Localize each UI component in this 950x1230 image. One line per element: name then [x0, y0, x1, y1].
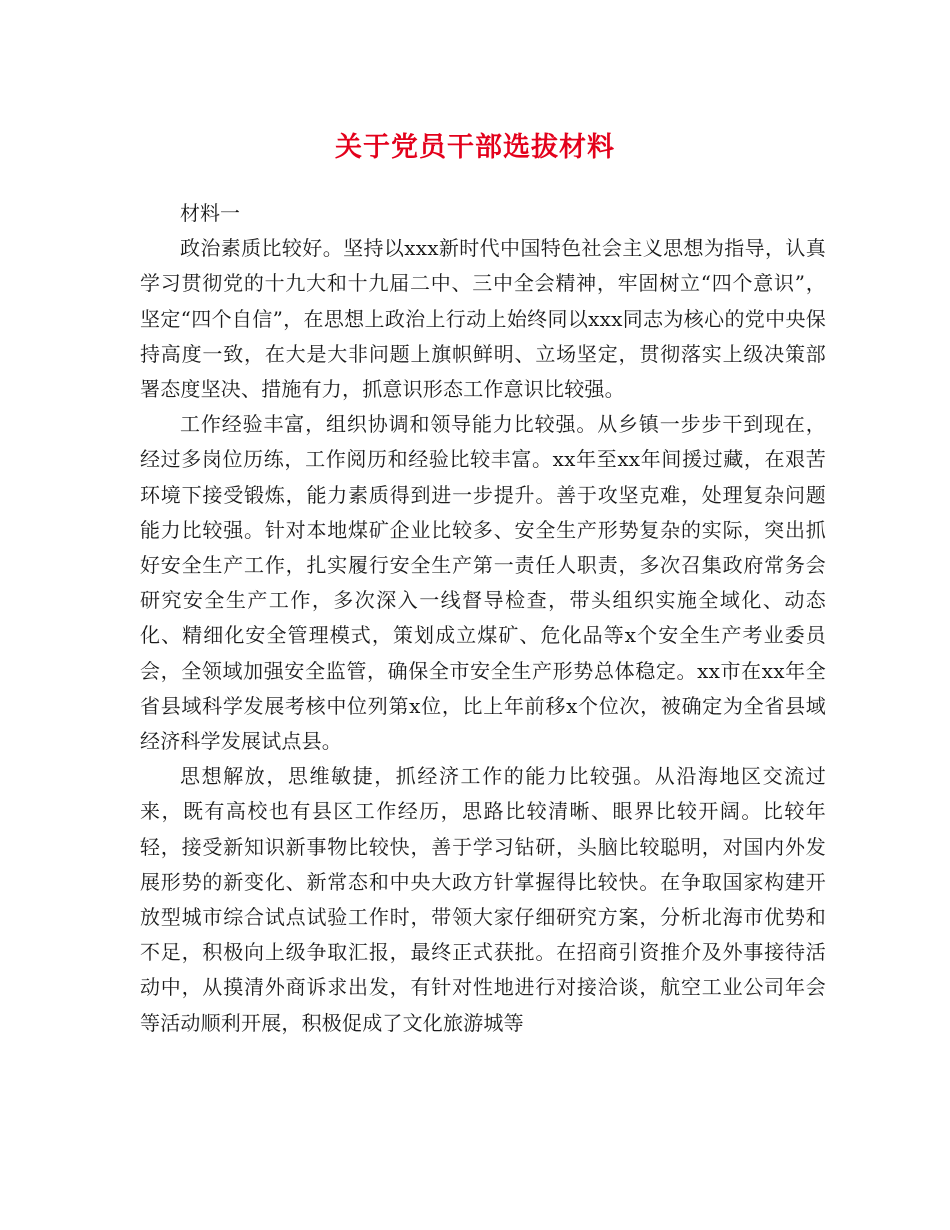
- document-body: [140, 196, 826, 1041]
- document-title: 关于党员干部选拔材料: [335, 132, 615, 163]
- paragraph-political-quality: 政治素质比较好。坚持以xxx新时代中国特色社会主义思想为指导，认真学习贯彻党的十九大和十九届二中、三中全会精神，牢固树立“四个意识”，坚定“四个自信”，在思想上政治上行动上始终同以xxx同志为核心的党中央保持高度一致，在大是大非问题上旗帜鲜明、立场坚定，贯彻落实上级决策部署态度坚决、措施有力，抓意识形态工作意识比较强。: [140, 236, 826, 402]
- paragraph-economic-work: 思想解放，思维敏捷，抓经济工作的能力比较强。从沿海地区交流过来，既有高校也有县区工作经历，思路比较清晰、眼界比较开阔。比较年轻，接受新知识新事物比较快，善于学习钻研，头脑比较聪明，对国内外发展形势的新变化、新常态和中央大政方针掌握得比较快。在争取国家构建开放型城市综合试点试验工作时，带领大家仔细研究方案，分析北海市优势和不足，积极向上级争取汇报，最终正式获批。在招商引资推介及外事接待活动中，从摸清外商诉求出发，有针对性地进行对接洽谈，航空工业公司年会等活动顺利开展，积极促成了文化旅游城等: [140, 764, 826, 1035]
- section-label: 材料一: [180, 201, 240, 225]
- paragraph-work-experience: 工作经验丰富，组织协调和领导能力比较强。从乡镇一步步干到现在，经过多岗位历练，工作阅历和经验比较丰富。xx年至xx年间援过藏，在艰苦环境下接受锻炼，能力素质得到进一步提升。善于攻坚克难，处理复杂问题能力比较强。针对本地煤矿企业比较多、安全生产形势复杂的实际，突出抓好安全生产工作，扎实履行安全生产第一责任人职责，多次召集政府常务会研究安全生产工作，多次深入一线督导检查，带头组织实施全域化、动态化、精细化安全管理模式，策划成立煤矿、危化品等x个安全生产考业委员会，全领域加强安全监管，确保全市安全生产形势总体稳定。xx市在xx年全省县域科学发展考核中位列第x位，比上年前移x个位次，被确定为全省县域经济科学发展试点县。: [140, 412, 826, 754]
